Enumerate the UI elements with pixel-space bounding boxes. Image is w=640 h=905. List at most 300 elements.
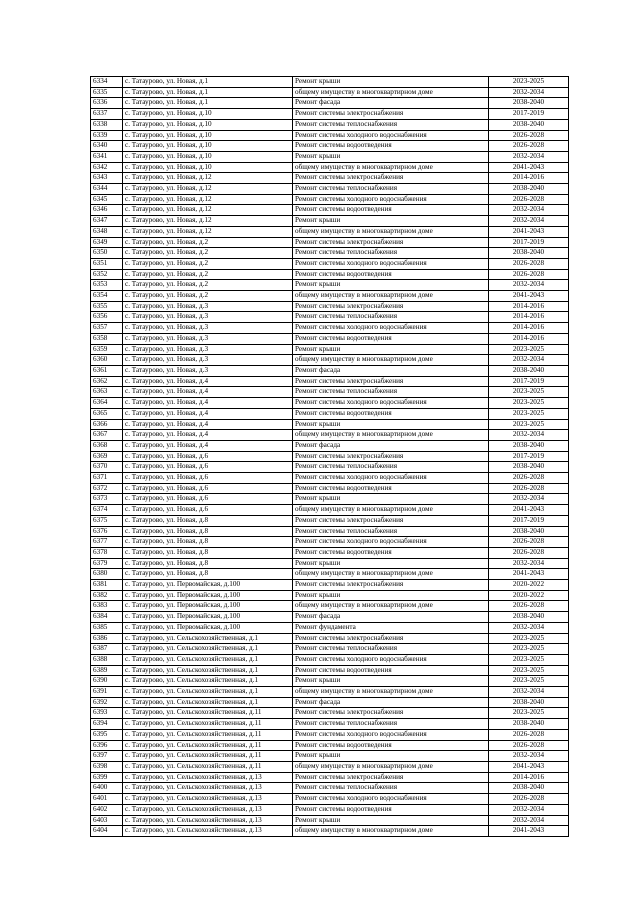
address-cell: с. Татаурово, ул. Сельскохозяйственная, д.13 xyxy=(123,772,293,783)
period-cell: 2017-2019 xyxy=(489,376,569,387)
period-cell: 2038-2040 xyxy=(489,119,569,130)
row-number: 6392 xyxy=(91,697,123,708)
table-row xyxy=(91,783,569,794)
work-type-cell: Ремонт системы водоотведения xyxy=(293,269,489,280)
period-cell: 2038-2040 xyxy=(489,365,569,376)
address-cell: с. Татаурово, ул. Сельскохозяйственная, д.11 xyxy=(123,708,293,719)
table-row xyxy=(91,226,569,237)
row-number: 6379 xyxy=(91,558,123,569)
row-number: 6363 xyxy=(91,387,123,398)
period-cell: 2032-2034 xyxy=(489,430,569,441)
row-number: 6377 xyxy=(91,537,123,548)
work-type-cell: Ремонт системы холодного водоснабжения xyxy=(293,194,489,205)
address-cell: с. Татаурово, ул. Новая, д.1 xyxy=(123,98,293,109)
table-row xyxy=(91,333,569,344)
row-number: 6340 xyxy=(91,141,123,152)
table-row xyxy=(91,762,569,773)
address-cell: с. Татаурово, ул. Первомайская, д.100 xyxy=(123,601,293,612)
table-row xyxy=(91,248,569,259)
table-row xyxy=(91,826,569,837)
row-number: 6369 xyxy=(91,451,123,462)
address-cell: с. Татаурово, ул. Новая, д.8 xyxy=(123,515,293,526)
table-row xyxy=(91,633,569,644)
period-cell: 2041-2043 xyxy=(489,505,569,516)
period-cell: 2026-2028 xyxy=(489,547,569,558)
work-type-cell: Ремонт системы электроснабжения xyxy=(293,451,489,462)
address-cell: с. Татаурово, ул. Новая, д.3 xyxy=(123,323,293,334)
table-row xyxy=(91,719,569,730)
address-cell: с. Татаурово, ул. Новая, д.1 xyxy=(123,77,293,88)
address-cell: с. Татаурово, ул. Первомайская, д.100 xyxy=(123,580,293,591)
table-row xyxy=(91,740,569,751)
work-type-cell: Ремонт системы электроснабжения xyxy=(293,633,489,644)
row-number: 6370 xyxy=(91,462,123,473)
work-type-cell: Ремонт крыши xyxy=(293,676,489,687)
table-row xyxy=(91,612,569,623)
address-cell: с. Татаурово, ул. Сельскохозяйственная, д.13 xyxy=(123,794,293,805)
table-row xyxy=(91,151,569,162)
row-number: 6387 xyxy=(91,644,123,655)
address-cell: с. Татаурово, ул. Сельскохозяйственная, д.11 xyxy=(123,719,293,730)
period-cell: 2038-2040 xyxy=(489,98,569,109)
table-row xyxy=(91,462,569,473)
table-row xyxy=(91,815,569,826)
table-row xyxy=(91,87,569,98)
address-cell: с. Татаурово, ул. Новая, д.10 xyxy=(123,141,293,152)
period-cell: 2017-2019 xyxy=(489,515,569,526)
table-row xyxy=(91,430,569,441)
period-cell: 2020-2022 xyxy=(489,590,569,601)
table-row xyxy=(91,558,569,569)
table-row xyxy=(91,173,569,184)
period-cell: 2032-2034 xyxy=(489,151,569,162)
work-type-cell: Ремонт крыши xyxy=(293,344,489,355)
work-type-cell: Ремонт крыши xyxy=(293,590,489,601)
work-type-cell: Ремонт системы водоотведения xyxy=(293,740,489,751)
row-number: 6403 xyxy=(91,815,123,826)
work-type-cell: общему имуществу в многоквартирном доме xyxy=(293,87,489,98)
work-type-cell: Ремонт системы теплоснабжения xyxy=(293,719,489,730)
period-cell: 2041-2043 xyxy=(489,162,569,173)
period-cell: 2026-2028 xyxy=(489,194,569,205)
table-row xyxy=(91,794,569,805)
work-type-cell: общему имуществу в многоквартирном доме xyxy=(293,569,489,580)
table-row xyxy=(91,473,569,484)
row-number: 6390 xyxy=(91,676,123,687)
table-row xyxy=(91,440,569,451)
row-number: 6351 xyxy=(91,258,123,269)
address-cell: с. Татаурово, ул. Новая, д.8 xyxy=(123,569,293,580)
period-cell: 2038-2040 xyxy=(489,440,569,451)
row-number: 6366 xyxy=(91,419,123,430)
period-cell: 2032-2034 xyxy=(489,558,569,569)
address-cell: с. Татаурово, ул. Новая, д.10 xyxy=(123,109,293,120)
period-cell: 2032-2034 xyxy=(489,280,569,291)
work-type-cell: общему имуществу в многоквартирном доме xyxy=(293,601,489,612)
period-cell: 2032-2034 xyxy=(489,622,569,633)
table-row xyxy=(91,644,569,655)
row-number: 6342 xyxy=(91,162,123,173)
work-type-cell: Ремонт крыши xyxy=(293,558,489,569)
repair-schedule-table xyxy=(90,76,569,837)
address-cell: с. Татаурово, ул. Первомайская, д.100 xyxy=(123,612,293,623)
table-row xyxy=(91,451,569,462)
address-cell: с. Татаурово, ул. Новая, д.3 xyxy=(123,344,293,355)
row-number: 6338 xyxy=(91,119,123,130)
row-number: 6376 xyxy=(91,526,123,537)
work-type-cell: Ремонт системы водоотведения xyxy=(293,547,489,558)
row-number: 6343 xyxy=(91,173,123,184)
address-cell: с. Татаурово, ул. Новая, д.6 xyxy=(123,505,293,516)
row-number: 6335 xyxy=(91,87,123,98)
table-row xyxy=(91,280,569,291)
row-number: 6349 xyxy=(91,237,123,248)
address-cell: с. Татаурово, ул. Первомайская, д.100 xyxy=(123,622,293,633)
address-cell: с. Татаурово, ул. Новая, д.6 xyxy=(123,473,293,484)
address-cell: с. Татаурово, ул. Сельскохозяйственная, д.13 xyxy=(123,815,293,826)
work-type-cell: общему имуществу в многоквартирном доме xyxy=(293,430,489,441)
address-cell: с. Татаурово, ул. Сельскохозяйственная, д.11 xyxy=(123,740,293,751)
work-type-cell: Ремонт системы водоотведения xyxy=(293,333,489,344)
period-cell: 2032-2034 xyxy=(489,687,569,698)
address-cell: с. Татаурово, ул. Новая, д.2 xyxy=(123,280,293,291)
row-number: 6374 xyxy=(91,505,123,516)
work-type-cell: Ремонт системы водоотведения xyxy=(293,804,489,815)
work-type-cell: Ремонт системы теплоснабжения xyxy=(293,462,489,473)
address-cell: с. Татаурово, ул. Сельскохозяйственная, д.1 xyxy=(123,644,293,655)
table-row xyxy=(91,387,569,398)
row-number: 6357 xyxy=(91,323,123,334)
work-type-cell: Ремонт системы электроснабжения xyxy=(293,515,489,526)
work-type-cell: Ремонт системы водоотведения xyxy=(293,665,489,676)
address-cell: с. Татаурово, ул. Новая, д.1 xyxy=(123,87,293,98)
address-cell: с. Татаурово, ул. Новая, д.3 xyxy=(123,355,293,366)
period-cell: 2038-2040 xyxy=(489,248,569,259)
row-number: 6336 xyxy=(91,98,123,109)
address-cell: с. Татаурово, ул. Новая, д.12 xyxy=(123,205,293,216)
period-cell: 2026-2028 xyxy=(489,740,569,751)
row-number: 6397 xyxy=(91,751,123,762)
table-row xyxy=(91,687,569,698)
period-cell: 2023-2025 xyxy=(489,708,569,719)
address-cell: с. Татаурово, ул. Новая, д.6 xyxy=(123,494,293,505)
table-row xyxy=(91,494,569,505)
period-cell: 2041-2043 xyxy=(489,226,569,237)
row-number: 6367 xyxy=(91,430,123,441)
table-row xyxy=(91,162,569,173)
table-row xyxy=(91,291,569,302)
work-type-cell: Ремонт системы холодного водоснабжения xyxy=(293,323,489,334)
row-number: 6341 xyxy=(91,151,123,162)
work-type-cell: Ремонт системы теплоснабжения xyxy=(293,526,489,537)
period-cell: 2038-2040 xyxy=(489,462,569,473)
period-cell: 2032-2034 xyxy=(489,87,569,98)
work-type-cell: Ремонт фасада xyxy=(293,98,489,109)
table-row xyxy=(91,269,569,280)
period-cell: 2023-2025 xyxy=(489,644,569,655)
work-type-cell: Ремонт фундамента xyxy=(293,622,489,633)
address-cell: с. Татаурово, ул. Новая, д.12 xyxy=(123,194,293,205)
work-type-cell: Ремонт системы водоотведения xyxy=(293,483,489,494)
period-cell: 2026-2028 xyxy=(489,269,569,280)
address-cell: с. Татаурово, ул. Новая, д.4 xyxy=(123,419,293,430)
work-type-cell: общему имуществу в многоквартирном доме xyxy=(293,162,489,173)
row-number: 6358 xyxy=(91,333,123,344)
period-cell: 2023-2025 xyxy=(489,665,569,676)
period-cell: 2032-2034 xyxy=(489,355,569,366)
address-cell: с. Татаурово, ул. Новая, д.4 xyxy=(123,430,293,441)
address-cell: с. Татаурово, ул. Новая, д.10 xyxy=(123,151,293,162)
table-row xyxy=(91,654,569,665)
table-row xyxy=(91,119,569,130)
period-cell: 2026-2028 xyxy=(489,130,569,141)
row-number: 6393 xyxy=(91,708,123,719)
table-row xyxy=(91,141,569,152)
address-cell: с. Татаурово, ул. Сельскохозяйственная, д.1 xyxy=(123,665,293,676)
period-cell: 2038-2040 xyxy=(489,783,569,794)
period-cell: 2026-2028 xyxy=(489,729,569,740)
table-row xyxy=(91,676,569,687)
table-row xyxy=(91,205,569,216)
row-number: 6400 xyxy=(91,783,123,794)
table-row xyxy=(91,301,569,312)
address-cell: с. Татаурово, ул. Сельскохозяйственная, д.11 xyxy=(123,729,293,740)
table-row xyxy=(91,772,569,783)
row-number: 6339 xyxy=(91,130,123,141)
row-number: 6347 xyxy=(91,216,123,227)
table-row xyxy=(91,398,569,409)
row-number: 6402 xyxy=(91,804,123,815)
row-number: 6360 xyxy=(91,355,123,366)
address-cell: с. Татаурово, ул. Сельскохозяйственная, д.13 xyxy=(123,804,293,815)
row-number: 6348 xyxy=(91,226,123,237)
address-cell: с. Татаурово, ул. Новая, д.12 xyxy=(123,226,293,237)
period-cell: 2023-2025 xyxy=(489,344,569,355)
address-cell: с. Татаурово, ул. Первомайская, д.100 xyxy=(123,590,293,601)
table-row xyxy=(91,312,569,323)
address-cell: с. Татаурово, ул. Сельскохозяйственная, д.1 xyxy=(123,676,293,687)
period-cell: 2026-2028 xyxy=(489,141,569,152)
period-cell: 2038-2040 xyxy=(489,526,569,537)
table-row xyxy=(91,537,569,548)
row-number: 6386 xyxy=(91,633,123,644)
table-row xyxy=(91,729,569,740)
period-cell: 2014-2016 xyxy=(489,772,569,783)
period-cell: 2032-2034 xyxy=(489,494,569,505)
address-cell: с. Татаурово, ул. Новая, д.3 xyxy=(123,301,293,312)
work-type-cell: Ремонт крыши xyxy=(293,216,489,227)
address-cell: с. Татаурово, ул. Новая, д.10 xyxy=(123,130,293,141)
row-number: 6344 xyxy=(91,184,123,195)
work-type-cell: Ремонт крыши xyxy=(293,151,489,162)
work-type-cell: общему имуществу в многоквартирном доме xyxy=(293,826,489,837)
table-row xyxy=(91,365,569,376)
table-row xyxy=(91,419,569,430)
work-type-cell: Ремонт фасада xyxy=(293,440,489,451)
period-cell: 2023-2025 xyxy=(489,419,569,430)
row-number: 6388 xyxy=(91,654,123,665)
table-row xyxy=(91,77,569,88)
period-cell: 2017-2019 xyxy=(489,237,569,248)
address-cell: с. Татаурово, ул. Новая, д.12 xyxy=(123,184,293,195)
period-cell: 2032-2034 xyxy=(489,216,569,227)
table-row xyxy=(91,109,569,120)
work-type-cell: Ремонт крыши xyxy=(293,280,489,291)
row-number: 6380 xyxy=(91,569,123,580)
period-cell: 2023-2025 xyxy=(489,387,569,398)
row-number: 6383 xyxy=(91,601,123,612)
work-type-cell: Ремонт системы холодного водоснабжения xyxy=(293,473,489,484)
work-type-cell: Ремонт системы холодного водоснабжения xyxy=(293,130,489,141)
row-number: 6365 xyxy=(91,408,123,419)
table-row xyxy=(91,483,569,494)
work-type-cell: Ремонт системы теплоснабжения xyxy=(293,387,489,398)
table-row xyxy=(91,258,569,269)
row-number: 6394 xyxy=(91,719,123,730)
period-cell: 2026-2028 xyxy=(489,794,569,805)
address-cell: с. Татаурово, ул. Новая, д.8 xyxy=(123,547,293,558)
table-row xyxy=(91,515,569,526)
row-number: 6350 xyxy=(91,248,123,259)
work-type-cell: Ремонт крыши xyxy=(293,815,489,826)
address-cell: с. Татаурово, ул. Сельскохозяйственная, д.1 xyxy=(123,654,293,665)
work-type-cell: Ремонт фасада xyxy=(293,365,489,376)
address-cell: с. Татаурово, ул. Новая, д.4 xyxy=(123,408,293,419)
work-type-cell: Ремонт системы электроснабжения xyxy=(293,772,489,783)
work-type-cell: Ремонт системы холодного водоснабжения xyxy=(293,654,489,665)
period-cell: 2032-2034 xyxy=(489,804,569,815)
work-type-cell: Ремонт фасада xyxy=(293,697,489,708)
row-number: 6346 xyxy=(91,205,123,216)
period-cell: 2026-2028 xyxy=(489,258,569,269)
work-type-cell: общему имуществу в многоквартирном доме xyxy=(293,291,489,302)
period-cell: 2032-2034 xyxy=(489,205,569,216)
table-row xyxy=(91,697,569,708)
address-cell: с. Татаурово, ул. Новая, д.10 xyxy=(123,119,293,130)
period-cell: 2038-2040 xyxy=(489,612,569,623)
period-cell: 2020-2022 xyxy=(489,580,569,591)
row-number: 6401 xyxy=(91,794,123,805)
period-cell: 2014-2016 xyxy=(489,312,569,323)
row-number: 6353 xyxy=(91,280,123,291)
address-cell: с. Татаурово, ул. Новая, д.6 xyxy=(123,483,293,494)
table-row xyxy=(91,526,569,537)
work-type-cell: Ремонт системы теплоснабжения xyxy=(293,644,489,655)
work-type-cell: Ремонт системы холодного водоснабжения xyxy=(293,729,489,740)
period-cell: 2026-2028 xyxy=(489,473,569,484)
row-number: 6384 xyxy=(91,612,123,623)
period-cell: 2026-2028 xyxy=(489,601,569,612)
period-cell: 2023-2025 xyxy=(489,408,569,419)
address-cell: с. Татаурово, ул. Новая, д.4 xyxy=(123,387,293,398)
period-cell: 2038-2040 xyxy=(489,184,569,195)
row-number: 6372 xyxy=(91,483,123,494)
work-type-cell: Ремонт системы водоотведения xyxy=(293,141,489,152)
address-cell: с. Татаурово, ул. Новая, д.2 xyxy=(123,248,293,259)
address-cell: с. Татаурово, ул. Новая, д.4 xyxy=(123,440,293,451)
work-type-cell: Ремонт системы электроснабжения xyxy=(293,376,489,387)
work-type-cell: общему имуществу в многоквартирном доме xyxy=(293,355,489,366)
row-number: 6395 xyxy=(91,729,123,740)
row-number: 6352 xyxy=(91,269,123,280)
table-row xyxy=(91,194,569,205)
period-cell: 2023-2025 xyxy=(489,633,569,644)
work-type-cell: Ремонт системы теплоснабжения xyxy=(293,248,489,259)
row-number: 6368 xyxy=(91,440,123,451)
work-type-cell: общему имуществу в многоквартирном доме xyxy=(293,226,489,237)
table-row xyxy=(91,804,569,815)
work-type-cell: Ремонт фасада xyxy=(293,612,489,623)
address-cell: с. Татаурово, ул. Новая, д.4 xyxy=(123,398,293,409)
address-cell: с. Татаурово, ул. Новая, д.2 xyxy=(123,269,293,280)
row-number: 6389 xyxy=(91,665,123,676)
work-type-cell: общему имуществу в многоквартирном доме xyxy=(293,505,489,516)
table-row xyxy=(91,601,569,612)
address-cell: с. Татаурово, ул. Новая, д.2 xyxy=(123,258,293,269)
table-row xyxy=(91,376,569,387)
row-number: 6398 xyxy=(91,762,123,773)
period-cell: 2041-2043 xyxy=(489,291,569,302)
address-cell: с. Татаурово, ул. Новая, д.8 xyxy=(123,537,293,548)
row-number: 6364 xyxy=(91,398,123,409)
period-cell: 2017-2019 xyxy=(489,451,569,462)
address-cell: с. Татаурово, ул. Новая, д.6 xyxy=(123,451,293,462)
work-type-cell: Ремонт системы электроснабжения xyxy=(293,301,489,312)
table-row xyxy=(91,323,569,334)
address-cell: с. Татаурово, ул. Новая, д.3 xyxy=(123,312,293,323)
table-row xyxy=(91,237,569,248)
address-cell: с. Татаурово, ул. Новая, д.12 xyxy=(123,216,293,227)
address-cell: с. Татаурово, ул. Новая, д.2 xyxy=(123,237,293,248)
address-cell: с. Татаурово, ул. Сельскохозяйственная, д.1 xyxy=(123,687,293,698)
work-type-cell: Ремонт системы электроснабжения xyxy=(293,580,489,591)
work-type-cell: Ремонт системы теплоснабжения xyxy=(293,184,489,195)
period-cell: 2014-2016 xyxy=(489,323,569,334)
table-row xyxy=(91,344,569,355)
period-cell: 2023-2025 xyxy=(489,654,569,665)
address-cell: с. Татаурово, ул. Новая, д.2 xyxy=(123,291,293,302)
address-cell: с. Татаурово, ул. Новая, д.6 xyxy=(123,462,293,473)
period-cell: 2026-2028 xyxy=(489,537,569,548)
row-number: 6354 xyxy=(91,291,123,302)
address-cell: с. Татаурово, ул. Новая, д.8 xyxy=(123,558,293,569)
period-cell: 2032-2034 xyxy=(489,751,569,762)
period-cell: 2041-2043 xyxy=(489,826,569,837)
work-type-cell: Ремонт системы холодного водоснабжения xyxy=(293,537,489,548)
work-type-cell: Ремонт системы холодного водоснабжения xyxy=(293,398,489,409)
table-row xyxy=(91,408,569,419)
work-type-cell: Ремонт системы холодного водоснабжения xyxy=(293,258,489,269)
period-cell: 2038-2040 xyxy=(489,697,569,708)
table-row xyxy=(91,622,569,633)
period-cell: 2023-2025 xyxy=(489,77,569,88)
table-row xyxy=(91,355,569,366)
address-cell: с. Татаурово, ул. Новая, д.4 xyxy=(123,376,293,387)
row-number: 6373 xyxy=(91,494,123,505)
table-row xyxy=(91,184,569,195)
work-type-cell: Ремонт крыши xyxy=(293,751,489,762)
table-row xyxy=(91,580,569,591)
work-type-cell: общему имуществу в многоквартирном доме xyxy=(293,762,489,773)
address-cell: с. Татаурово, ул. Сельскохозяйственная, д.11 xyxy=(123,762,293,773)
row-number: 6381 xyxy=(91,580,123,591)
table-row xyxy=(91,590,569,601)
row-number: 6371 xyxy=(91,473,123,484)
address-cell: с. Татаурово, ул. Новая, д.10 xyxy=(123,162,293,173)
work-type-cell: Ремонт системы холодного водоснабжения xyxy=(293,794,489,805)
period-cell: 2041-2043 xyxy=(489,762,569,773)
address-cell: с. Татаурово, ул. Сельскохозяйственная, д.13 xyxy=(123,826,293,837)
